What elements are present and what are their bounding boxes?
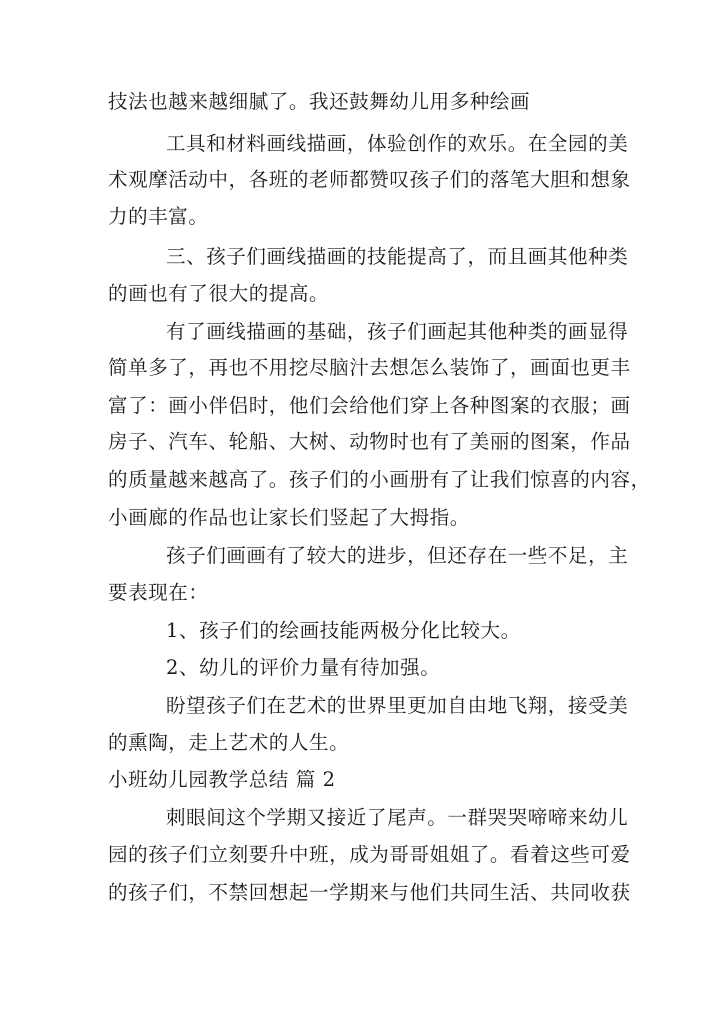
text-line: 工具和材料画线描画，体验创作的欢乐。在全园的美 xyxy=(166,132,629,155)
text-line: 有了画线描画的基础，孩子们画起其他种类的画显得 xyxy=(166,320,629,343)
text-line: 三、孩子们画线描画的技能提高了，而且画其他种类 xyxy=(166,245,629,268)
text-line: 的质量越来越高了。孩子们的小画册有了让我们惊喜的内容， xyxy=(108,468,651,491)
text-line: 盼望孩子们在艺术的世界里更加自由地飞翔，接受美 xyxy=(166,694,629,717)
text-line: 园的孩子们立刻要升中班，成为哥哥姐姐了。看着这些可爱 xyxy=(108,843,631,866)
text-line: 富了：画小伴侣时，他们会给他们穿上各种图案的衣服；画 xyxy=(108,394,631,417)
text-line: 术观摩活动中，各班的老师都赞叹孩子们的落笔大胆和想象 xyxy=(108,168,631,191)
text-line: 简单多了，再也不用挖尽脑汁去想怎么装饰了，画面也更丰 xyxy=(108,356,631,379)
text-line: 的画也有了很大的提高。 xyxy=(108,282,330,305)
text-line: 技法也越来越细腻了。我还鼓舞幼儿用多种绘画 xyxy=(108,90,531,113)
text-line: 孩子们画画有了较大的进步，但还存在一些不足，主 xyxy=(166,544,629,567)
text-line: 的熏陶，走上艺术的人生。 xyxy=(108,731,350,754)
text-line: 要表现在： xyxy=(108,581,209,604)
list-item: 2、幼儿的评价力量有待加强。 xyxy=(166,656,441,679)
text-line: 刺眼间这个学期又接近了尾声。一群哭哭啼啼来幼儿 xyxy=(166,806,629,829)
text-line: 小画廊的作品也让家长们竖起了大拇指。 xyxy=(108,506,470,529)
section-heading: 小班幼儿园教学总结 篇 2 xyxy=(108,768,336,791)
text-line: 房子、汽车、轮船、大树、动物时也有了美丽的图案，作品 xyxy=(108,430,631,453)
text-line: 力的丰富。 xyxy=(108,205,209,228)
list-item: 1、孩子们的绘画技能两极分化比较大。 xyxy=(166,619,521,642)
text-line: 的孩子们，不禁回想起一学期来与他们共同生活、共同收获 xyxy=(108,881,631,904)
